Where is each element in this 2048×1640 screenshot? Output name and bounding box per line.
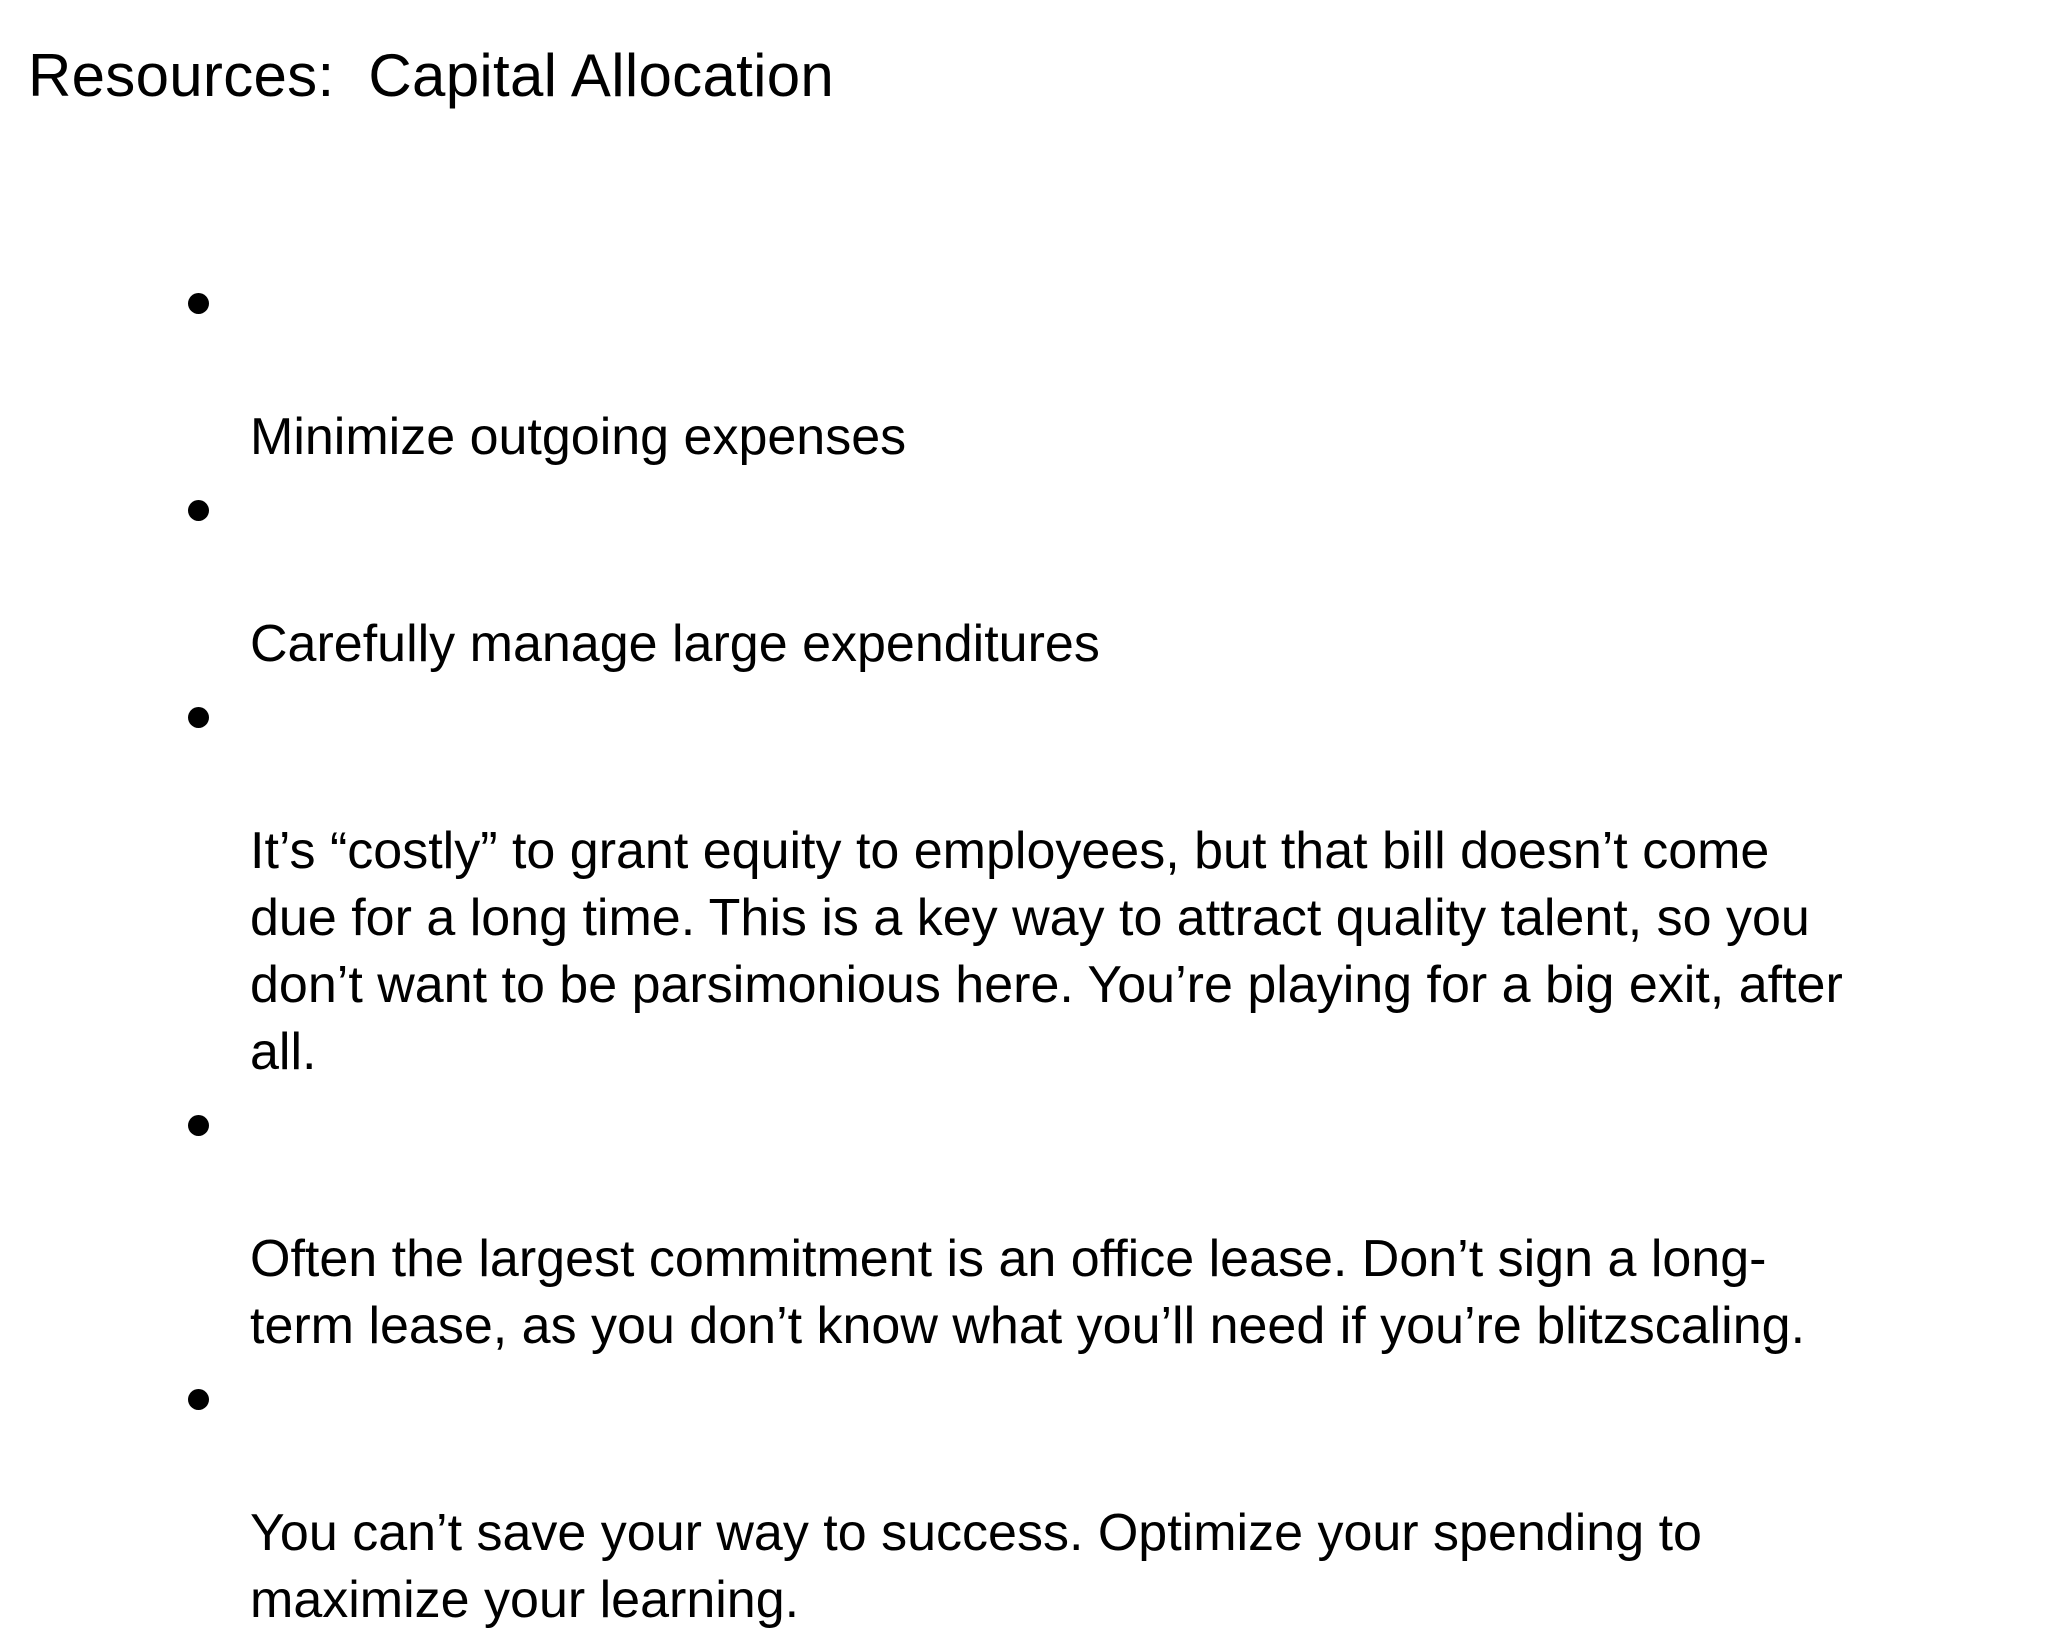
slide-title: Resources: Capital Allocation	[28, 42, 835, 109]
bullet-list	[180, 270, 1940, 1640]
bullet-item-4	[180, 1092, 1940, 1360]
bullet-icon	[188, 1389, 209, 1410]
bullet-icon	[188, 500, 209, 521]
bullet-text: It’s “costly” to grant equity to employees, but that bill doesn’t come due for a long time. This is a key way to attract quality talent, so you don’t want to be parsimonious here. You’re playing for a big exit, after all.	[250, 822, 1843, 1081]
bullet-text: Carefully manage large expenditures	[250, 615, 1100, 673]
bullet-text: You can’t save your way to success. Optimize your spending to maximize your learning.	[250, 1504, 1702, 1629]
bullet-item-1	[180, 270, 1940, 471]
bullet-text: Often the largest commitment is an office lease. Don’t sign a long- term lease, as you don’t know what you’ll need if you’re blitzscaling.	[250, 1230, 1806, 1355]
bullet-item-5	[180, 1366, 1940, 1634]
bullet-text: Minimize outgoing expenses	[250, 408, 907, 466]
bullet-icon	[188, 293, 209, 314]
bullet-item-3	[180, 684, 1940, 1086]
bullet-icon	[188, 707, 209, 728]
bullet-item-2	[180, 477, 1940, 678]
bullet-icon	[188, 1115, 209, 1136]
